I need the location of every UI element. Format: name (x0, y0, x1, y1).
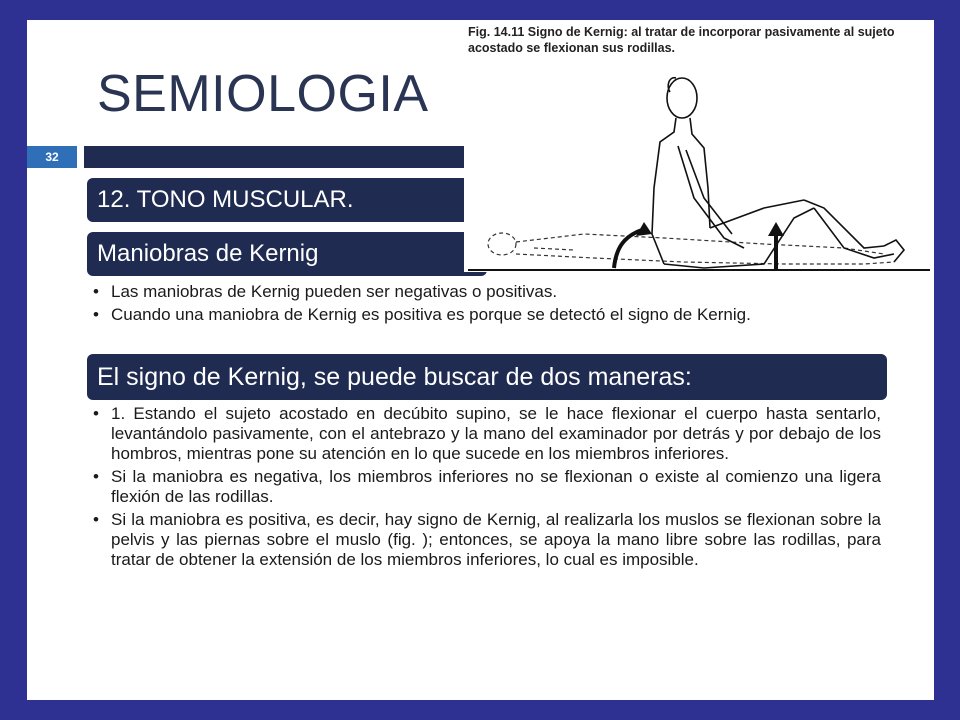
figure-caption: Fig. 14.11 Signo de Kernig: al tratar de incorporar pasivamente al sujeto acostado se flexionan sus rodillas. (468, 25, 895, 55)
ways-heading (87, 354, 887, 400)
section-heading-text: 12. TONO MUSCULAR. (97, 186, 354, 213)
subheading-text: Maniobras de Kernig (97, 240, 319, 267)
ways-heading-text: El signo de Kernig, se puede buscar de dos maneras: (97, 362, 692, 391)
bottom-bullet-list (91, 404, 881, 573)
section-heading (87, 178, 487, 222)
list-item: • Si la maniobra es positiva, es decir, hay signo de Kernig, al realizarla los muslos se flexionan sobre la pelvis y las piernas sobre el muslo (fig. ); entonces, se apoya la mano libre sobre las rodillas, para tratar de obtener la extensión de los miembros inferiores, lo cual es imposible. (91, 510, 881, 570)
list-item: • Las maniobras de Kernig pueden ser negativas o positivas. (91, 282, 881, 302)
list-item: • 1. Estando el sujeto acostado en decúbito supino, se le hace flexionar el cuerpo hasta sentarlo, levantándolo pasivamente, con el antebrazo y la mano del examinador por detrás y por debajo de los hombros, mientras pone su atención en lo que sucede en los miembros inferiores. (91, 404, 881, 464)
list-item: • Cuando una maniobra de Kernig es positiva es porque se detectó el signo de Kernig. (91, 305, 881, 325)
top-bullet-list (91, 282, 881, 328)
header-bar (84, 146, 464, 168)
subheading (87, 232, 487, 276)
page-number-badge: 32 (27, 146, 77, 168)
kernig-sign-illustration (464, 58, 934, 272)
kernig-figure (464, 20, 934, 272)
slide (27, 20, 934, 700)
slide-title: SEMIOLOGIA (97, 65, 429, 123)
list-item: • Si la maniobra es negativa, los miembros inferiores no se flexionan o existe al comienzo una ligera flexión de las rodillas. (91, 467, 881, 507)
